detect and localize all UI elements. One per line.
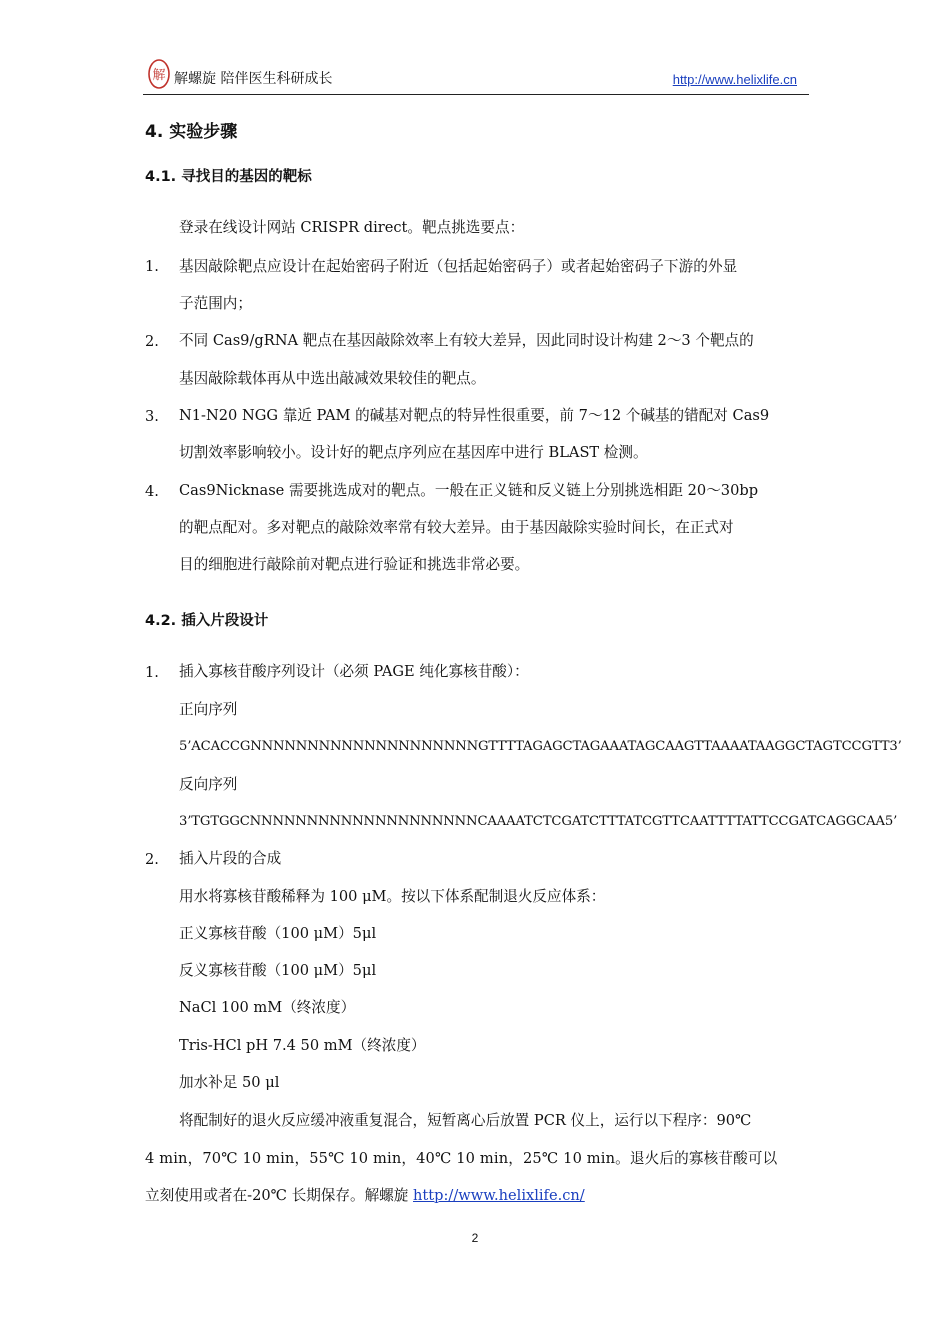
subsection-4-1-title: 4.1. 寻找目的基因的靶标 [145,169,312,185]
recipe-line: 正义寡核苷酸（100 μM）5μl [179,925,377,942]
recipe-line: 加水补足 50 μl [179,1074,280,1091]
list-number: 1. [145,258,159,275]
list-number: 1. [145,664,159,681]
list-item-text: Cas9Nicknase 需要挑选成对的靶点。一般在正义链和反义链上分别挑选相距 20～30bp [179,482,759,499]
page-header [143,58,809,95]
paragraph-line: 4 min，70℃ 10 min，55℃ 10 min，40℃ 10 min，25℃ 10 min。退火后的寡核苷酸可以 [145,1150,778,1167]
list-number: 2. [145,333,159,350]
list-item-text: 基因敲除载体再从中选出敲减效果较佳的靶点。 [179,370,486,387]
recipe-line: NaCl 100 mM（终浓度） [179,999,356,1016]
helixlife-logo-icon [147,58,171,90]
list-item-text: 插入片段的合成 [179,850,282,867]
intro-text: 登录在线设计网站 CRISPR direct。靶点挑选要点： [179,219,525,236]
dilution-text: 用水将寡核苷酸稀释为 100 μM。按以下体系配制退火反应体系： [179,888,606,905]
section-title: 4. 实验步骤 [145,122,238,142]
list-number: 2. [145,851,159,868]
forward-sequence: 5’ACACCGNNNNNNNNNNNNNNNNNNNNGTTTTAGAGCTAGAAATAGCAAGTTAAAATAAGGCTAGTCCGTT3’ [179,739,902,754]
logo-char: 解 [152,68,166,83]
reverse-seq-label: 反向序列 [179,776,238,793]
page-number: 2 [471,1231,479,1245]
list-item-text: 插入寡核苷酸序列设计（必须 PAGE 纯化寡核苷酸）： [179,663,529,680]
helixlife-link[interactable]: http://www.helixlife.cn/ [413,1187,585,1204]
header-url-link[interactable]: http://www.helixlife.cn [672,72,797,87]
list-item-text: 的靶点配对。多对靶点的敲除效率常有较大差异。由于基因敲除实验时间长，在正式对 [179,519,734,536]
paragraph-line: 将配制好的退火反应缓冲液重复混合，短暂离心后放置 PCR 仪上，运行以下程序：90℃ [179,1112,752,1129]
list-number: 3. [145,408,159,425]
recipe-line: Tris‐HCl pH 7.4 50 mM（终浓度） [179,1037,426,1054]
list-number: 4. [145,483,159,500]
paragraph-text: 立刻使用或者在‐20℃ 长期保存。解螺旋 [145,1187,414,1204]
paragraph-last-line [145,1186,585,1206]
list-item-text: 切割效率影响较小。设计好的靶点序列应在基因库中进行 BLAST 检测。 [179,444,648,461]
list-item-text: 目的细胞进行敲除前对靶点进行验证和挑选非常必要。 [179,556,530,573]
list-item-text: N1-N20 NGG 靠近 PAM 的碱基对靶点的特异性很重要，前 7～12 个碱基的错配对 Cas9 [179,407,770,424]
header-brand: 解螺旋 陪伴医生科研成长 [174,71,333,87]
reverse-sequence: 3’TGTGGCNNNNNNNNNNNNNNNNNNNNCAAAATCTCGATCTTTATCGTTCAATTTTATTCCGATCAGGCAA5’ [179,814,898,829]
recipe-line: 反义寡核苷酸（100 μM）5μl [179,962,377,979]
list-item-text: 基因敲除靶点应设计在起始密码子附近（包括起始密码子）或者起始密码子下游的外显 [179,258,738,275]
forward-seq-label: 正向序列 [179,701,238,718]
list-item-text: 子范围内； [179,295,252,312]
subsection-4-2-title: 4.2. 插入片段设计 [145,613,269,629]
list-item-text: 不同 Cas9/gRNA 靶点在基因敲除效率上有较大差异，因此同时设计构建 2～3 个靶点的 [179,332,754,349]
